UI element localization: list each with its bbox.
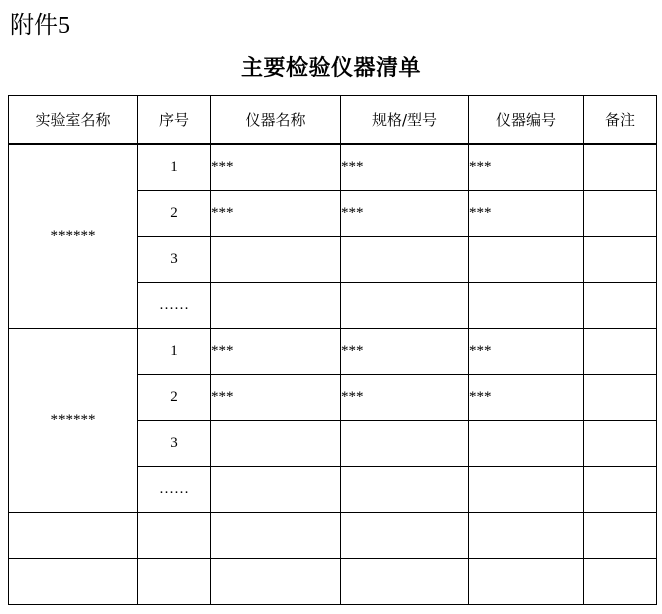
instrument-name-cell [211,237,341,283]
spec-model-cell: *** [341,144,469,191]
empty-cell [469,559,584,605]
empty-cell [9,559,138,605]
spec-model-cell [341,467,469,513]
spec-model-cell: *** [341,375,469,421]
instrument-code-cell [469,283,584,329]
remark-cell [584,144,657,191]
empty-cell [584,559,657,605]
remark-cell [584,375,657,421]
instrument-code-cell: *** [469,144,584,191]
remark-cell [584,467,657,513]
header-spec-model: 规格/型号 [341,96,469,145]
empty-cell [138,513,211,559]
spec-model-cell: *** [341,191,469,237]
instrument-code-cell [469,467,584,513]
spec-model-cell [341,283,469,329]
seq-cell: 3 [138,421,211,467]
remark-cell [584,191,657,237]
empty-cell [469,513,584,559]
spec-model-cell [341,237,469,283]
empty-cell [9,513,138,559]
instrument-name-cell: *** [211,191,341,237]
seq-cell: …… [138,467,211,513]
lab-name-cell: ****** [9,329,138,513]
instrument-code-cell: *** [469,191,584,237]
instrument-code-cell: *** [469,329,584,375]
remark-cell [584,329,657,375]
instrument-name-cell [211,283,341,329]
remark-cell [584,283,657,329]
remark-cell [584,237,657,283]
empty-cell [211,559,341,605]
instrument-name-cell: *** [211,375,341,421]
attachment-number: 5 [58,13,70,39]
equipment-table [8,95,657,605]
attachment-label [10,8,70,43]
instrument-code-cell [469,237,584,283]
instrument-name-cell [211,421,341,467]
empty-table-row [9,559,657,605]
seq-cell: …… [138,283,211,329]
empty-cell [584,513,657,559]
header-lab-name: 实验室名称 [9,96,138,145]
empty-table-row [9,513,657,559]
spec-model-cell [341,421,469,467]
empty-cell [211,513,341,559]
seq-cell: 2 [138,375,211,421]
header-instrument-name: 仪器名称 [211,96,341,145]
table-row [9,144,657,191]
instrument-name-cell: *** [211,144,341,191]
seq-cell: 2 [138,191,211,237]
table-header-row [9,96,657,145]
header-remark: 备注 [584,96,657,145]
instrument-code-cell: *** [469,375,584,421]
lab-name-cell: ****** [9,144,138,329]
empty-cell [138,559,211,605]
header-instrument-code: 仪器编号 [469,96,584,145]
table-row [9,329,657,375]
header-seq: 序号 [138,96,211,145]
attachment-label-text: 附件 [10,11,58,39]
document-title: 主要检验仪器清单 [240,56,421,81]
spec-model-cell: *** [341,329,469,375]
seq-cell: 1 [138,144,211,191]
instrument-name-cell [211,467,341,513]
instrument-code-cell [469,421,584,467]
empty-cell [341,513,469,559]
seq-cell: 3 [138,237,211,283]
remark-cell [584,421,657,467]
empty-cell [341,559,469,605]
instrument-name-cell: *** [211,329,341,375]
seq-cell: 1 [138,329,211,375]
